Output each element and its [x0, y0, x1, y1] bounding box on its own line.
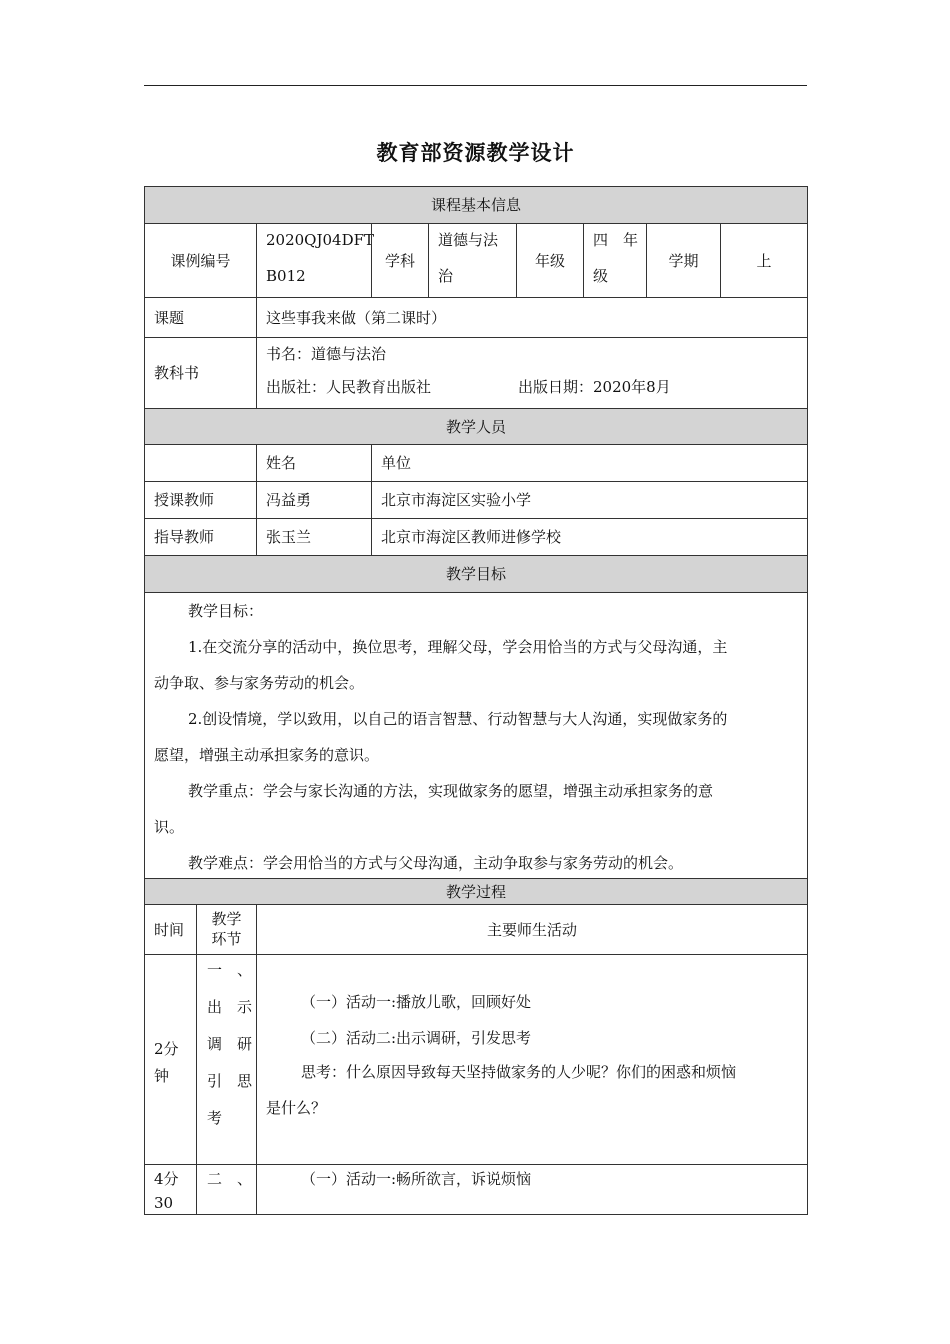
- process-time-cell: [144, 954, 197, 1165]
- time-line2: 钟: [154, 1067, 170, 1085]
- basic-info-header: [144, 186, 808, 224]
- goals-body: [144, 592, 808, 879]
- book-name: 书名：道德与法治: [266, 345, 387, 363]
- process-col-time: [144, 904, 197, 955]
- staff-header: [144, 408, 808, 445]
- subject-line2: 治: [438, 267, 454, 285]
- staff-name: [256, 481, 372, 519]
- goal-item1-line2: 动争取、参与家务劳动的机会。: [154, 674, 365, 692]
- time-line1: 4分: [154, 1170, 179, 1188]
- topic-label-text: 课题: [154, 308, 185, 327]
- activity-line: （一）活动一:播放儿歌，回顾好处: [301, 993, 532, 1011]
- staff-unit: [371, 481, 808, 519]
- process-stage-cell: [196, 1164, 257, 1215]
- difficulty-point: 教学难点：学会用恰当的方式与父母沟通，主动争取参与家务劳动的机会。: [188, 854, 684, 872]
- case-no-label-text: 课例编号: [170, 251, 231, 270]
- stage-line: 二 、: [207, 1170, 253, 1188]
- case-no-line2: B012: [266, 267, 306, 285]
- process-col-activity: [256, 904, 808, 955]
- term-value: [720, 223, 808, 298]
- goal-item2-line2: 愿望，增强主动承担家务的意识。: [154, 746, 380, 764]
- process-activity-cell: [256, 954, 808, 1165]
- subject-label: [371, 223, 429, 298]
- grade-label-text: 年级: [534, 251, 565, 270]
- staff-corner-cell: [144, 444, 257, 482]
- grade-value: [583, 223, 647, 298]
- textbook-label-text: 教科书: [154, 364, 200, 382]
- process-col-stage-line1: 教学: [211, 910, 242, 928]
- grade-line1: 四 年: [593, 231, 639, 249]
- textbook-value: [256, 337, 808, 409]
- activity-line: （二）活动二:出示调研，引发思考: [301, 1029, 532, 1047]
- staff-col-name-text: 姓名: [266, 454, 297, 472]
- staff-role-text: 指导教师: [154, 528, 215, 546]
- goals-header-text: 教学目标: [445, 565, 506, 583]
- staff-unit-text: 北京市海淀区教师进修学校: [381, 528, 562, 546]
- key-point-line2: 识。: [154, 818, 185, 836]
- staff-role-text: 授课教师: [154, 491, 215, 509]
- process-col-stage: [196, 904, 257, 955]
- think-line1: 思考：什么原因导致每天坚持做家务的人少呢？你们的困惑和烦恼: [301, 1063, 737, 1081]
- goal-item1-line1: 1.在交流分享的活动中，换位思考，理解父母，学会用恰当的方式与父母沟通，主: [188, 638, 728, 656]
- staff-header-text: 教学人员: [445, 417, 506, 436]
- staff-name: [256, 518, 372, 556]
- stage-line: 出 示: [207, 998, 253, 1016]
- goal-item2-line1: 2.创设情境，学以致用，以自己的语言智慧、行动智慧与大人沟通，实现做家务的: [188, 710, 728, 728]
- staff-name-text: 冯益勇: [266, 491, 312, 509]
- activity-line: （一）活动一:畅所欲言，诉说烦恼: [301, 1170, 532, 1188]
- case-no-label: [144, 223, 257, 298]
- stage-line: 引 思: [207, 1072, 253, 1090]
- case-no-value: [256, 223, 375, 298]
- staff-name-text: 张玉兰: [266, 528, 312, 546]
- process-header: [144, 878, 808, 905]
- term-label: [646, 223, 721, 298]
- process-col-time-text: 时间: [154, 920, 185, 939]
- publication-date: 出版日期：2020年8月: [518, 378, 671, 396]
- process-col-activity-text: 主要师生活动: [486, 920, 577, 939]
- topic-value: [256, 297, 808, 338]
- stage-line: 考: [207, 1109, 223, 1127]
- topic-label: [144, 297, 257, 338]
- subject-label-text: 学科: [384, 251, 415, 270]
- staff-unit-text: 北京市海淀区实验小学: [381, 491, 532, 509]
- stage-line: 调 研: [207, 1035, 253, 1053]
- process-col-stage-line2: 环节: [211, 930, 242, 948]
- document-title: 教育部资源教学设计: [376, 140, 575, 165]
- stage-line: 一 、: [207, 961, 253, 979]
- goals-intro: 教学目标：: [188, 602, 264, 620]
- process-time-cell: [144, 1164, 197, 1215]
- grade-label: [516, 223, 584, 298]
- term-value-text: 上: [756, 251, 772, 270]
- staff-role: [144, 481, 257, 519]
- time-line2: 30: [154, 1194, 174, 1212]
- staff-role: [144, 518, 257, 556]
- goals-header: [144, 555, 808, 593]
- staff-unit: [371, 518, 808, 556]
- case-no-line1: 2020QJ04DFT: [266, 231, 375, 249]
- key-point-line1: 教学重点：学会与家长沟通的方法，实现做家务的愿望，增强主动承担家务的意: [188, 782, 714, 800]
- staff-col-name: [256, 444, 372, 482]
- staff-col-unit-text: 单位: [381, 454, 412, 472]
- textbook-label: [144, 337, 257, 409]
- header-rule: [144, 85, 807, 86]
- subject-line1: 道德与法: [438, 231, 499, 249]
- think-line2: 是什么？: [266, 1099, 327, 1117]
- process-activity-cell: [256, 1164, 808, 1215]
- staff-col-unit: [371, 444, 808, 482]
- basic-info-header-text: 课程基本信息: [430, 196, 521, 214]
- topic-value-text: 这些事我来做（第二课时）: [266, 308, 447, 327]
- subject-value: [428, 223, 517, 298]
- publisher: 出版社：人民教育出版社: [266, 378, 432, 396]
- term-label-text: 学期: [668, 251, 699, 270]
- grade-line2: 级: [593, 267, 609, 285]
- time-line1: 2分: [154, 1040, 179, 1058]
- process-stage-cell: [196, 954, 257, 1165]
- process-header-text: 教学过程: [445, 882, 506, 901]
